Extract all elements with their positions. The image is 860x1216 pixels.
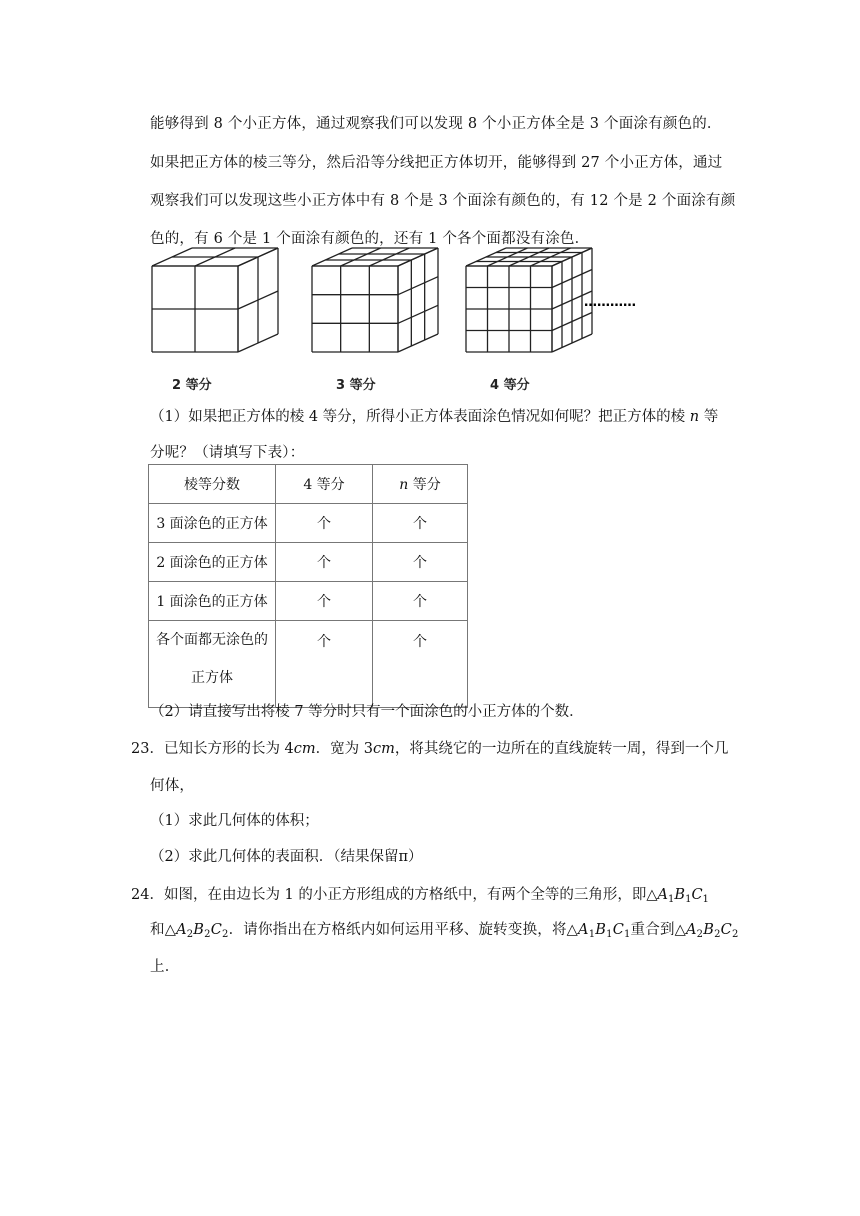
q24-line-1: 24．如图，在由边长为 1 的小正方形组成的方格纸中，有两个全等的三角形，即$\triangle A_1B_1C_1$ xyxy=(131,887,709,905)
intro-line-1: 能够得到 8 个小正方体，通过观察我们可以发现 8 个小正方体全是 3 个面涂有颜色的． xyxy=(150,116,722,132)
table-row xyxy=(149,582,468,621)
table-header-cell: 棱等分数 xyxy=(149,465,276,504)
cube-2-divisions xyxy=(152,248,278,352)
cube-edge-line xyxy=(398,277,438,295)
table-row xyxy=(149,621,468,708)
intro-line-2: 如果把正方体的棱三等分，然后沿等分线把正方体切开，能够得到 27 个小正方体，通过 xyxy=(150,155,723,171)
table-header-cell: 4 等分 xyxy=(276,465,373,504)
intro-line-4: 色的，有 6 个是 1 个面涂有颜色的，还有 1 个各个面都没有涂色． xyxy=(150,231,590,247)
intro-line-3: 观察我们可以发现这些小正方体中有 8 个是 3 个面涂有颜色的，有 12 个是 2 个面涂有颜 xyxy=(150,193,736,209)
cube-label-3: 3 等分 xyxy=(336,378,376,393)
q24-line-3: 上． xyxy=(150,959,180,975)
cube-edge-line xyxy=(398,305,438,323)
cube-label-4: 4 等分 xyxy=(490,378,530,393)
table-row-label: 各个面都无涂色的 正方体 xyxy=(149,621,276,708)
part1-line-2: 分呢？（请填写下表）： xyxy=(150,445,305,461)
q23-sub-1: （1）求此几何体的体积； xyxy=(150,813,319,829)
table-cell: 个 xyxy=(373,543,468,582)
table-cell: 个 xyxy=(276,582,373,621)
part2-text: （2）请直接写出将棱 7 等分时只有一个面涂色的小正方体的个数． xyxy=(150,704,584,720)
table-row-label: 2 面涂色的正方体 xyxy=(149,543,276,582)
figure-ellipsis: ………… xyxy=(584,295,636,310)
table-cell: 个 xyxy=(276,504,373,543)
part1-line-1: （1）如果把正方体的棱 4 等分，所得小正方体表面涂色情况如何呢？把正方体的棱 n 等 xyxy=(150,409,719,425)
cube-edge-line xyxy=(398,334,438,352)
table-header-cell: n 等分 xyxy=(373,465,468,504)
cube-3-divisions xyxy=(312,248,438,352)
table-row xyxy=(149,504,468,543)
table-row xyxy=(149,543,468,582)
table-cell: 个 xyxy=(373,621,468,708)
table-cell: 个 xyxy=(276,621,373,708)
table-row-label: 1 面涂色的正方体 xyxy=(149,582,276,621)
table-cell: 个 xyxy=(276,543,373,582)
table-header-row xyxy=(149,465,468,504)
table-cell: 个 xyxy=(373,504,468,543)
cube-division-figure xyxy=(144,238,664,398)
coloring-table xyxy=(148,464,468,708)
table-cell: 个 xyxy=(373,582,468,621)
q23-line-1: 23．已知长方形的长为 4cm．宽为 3cm，将其绕它的一边所在的直线旋转一周，得到一个几 xyxy=(131,741,729,757)
q23-line-2: 何体， xyxy=(150,778,195,794)
q23-sub-2: （2）求此几何体的表面积．（结果保留π） xyxy=(150,849,423,865)
cube-label-2: 2 等分 xyxy=(172,378,212,393)
cube-4-divisions xyxy=(466,248,592,352)
q24-line-2: 和$\triangle A_2B_2C_2$．请你指出在方格纸内如何运用平移、旋转变换，将$\triangle A_1B_1C_1$重合到$\triangle A_2B_2C_2$ xyxy=(150,922,739,940)
table-row-label: 3 面涂色的正方体 xyxy=(149,504,276,543)
